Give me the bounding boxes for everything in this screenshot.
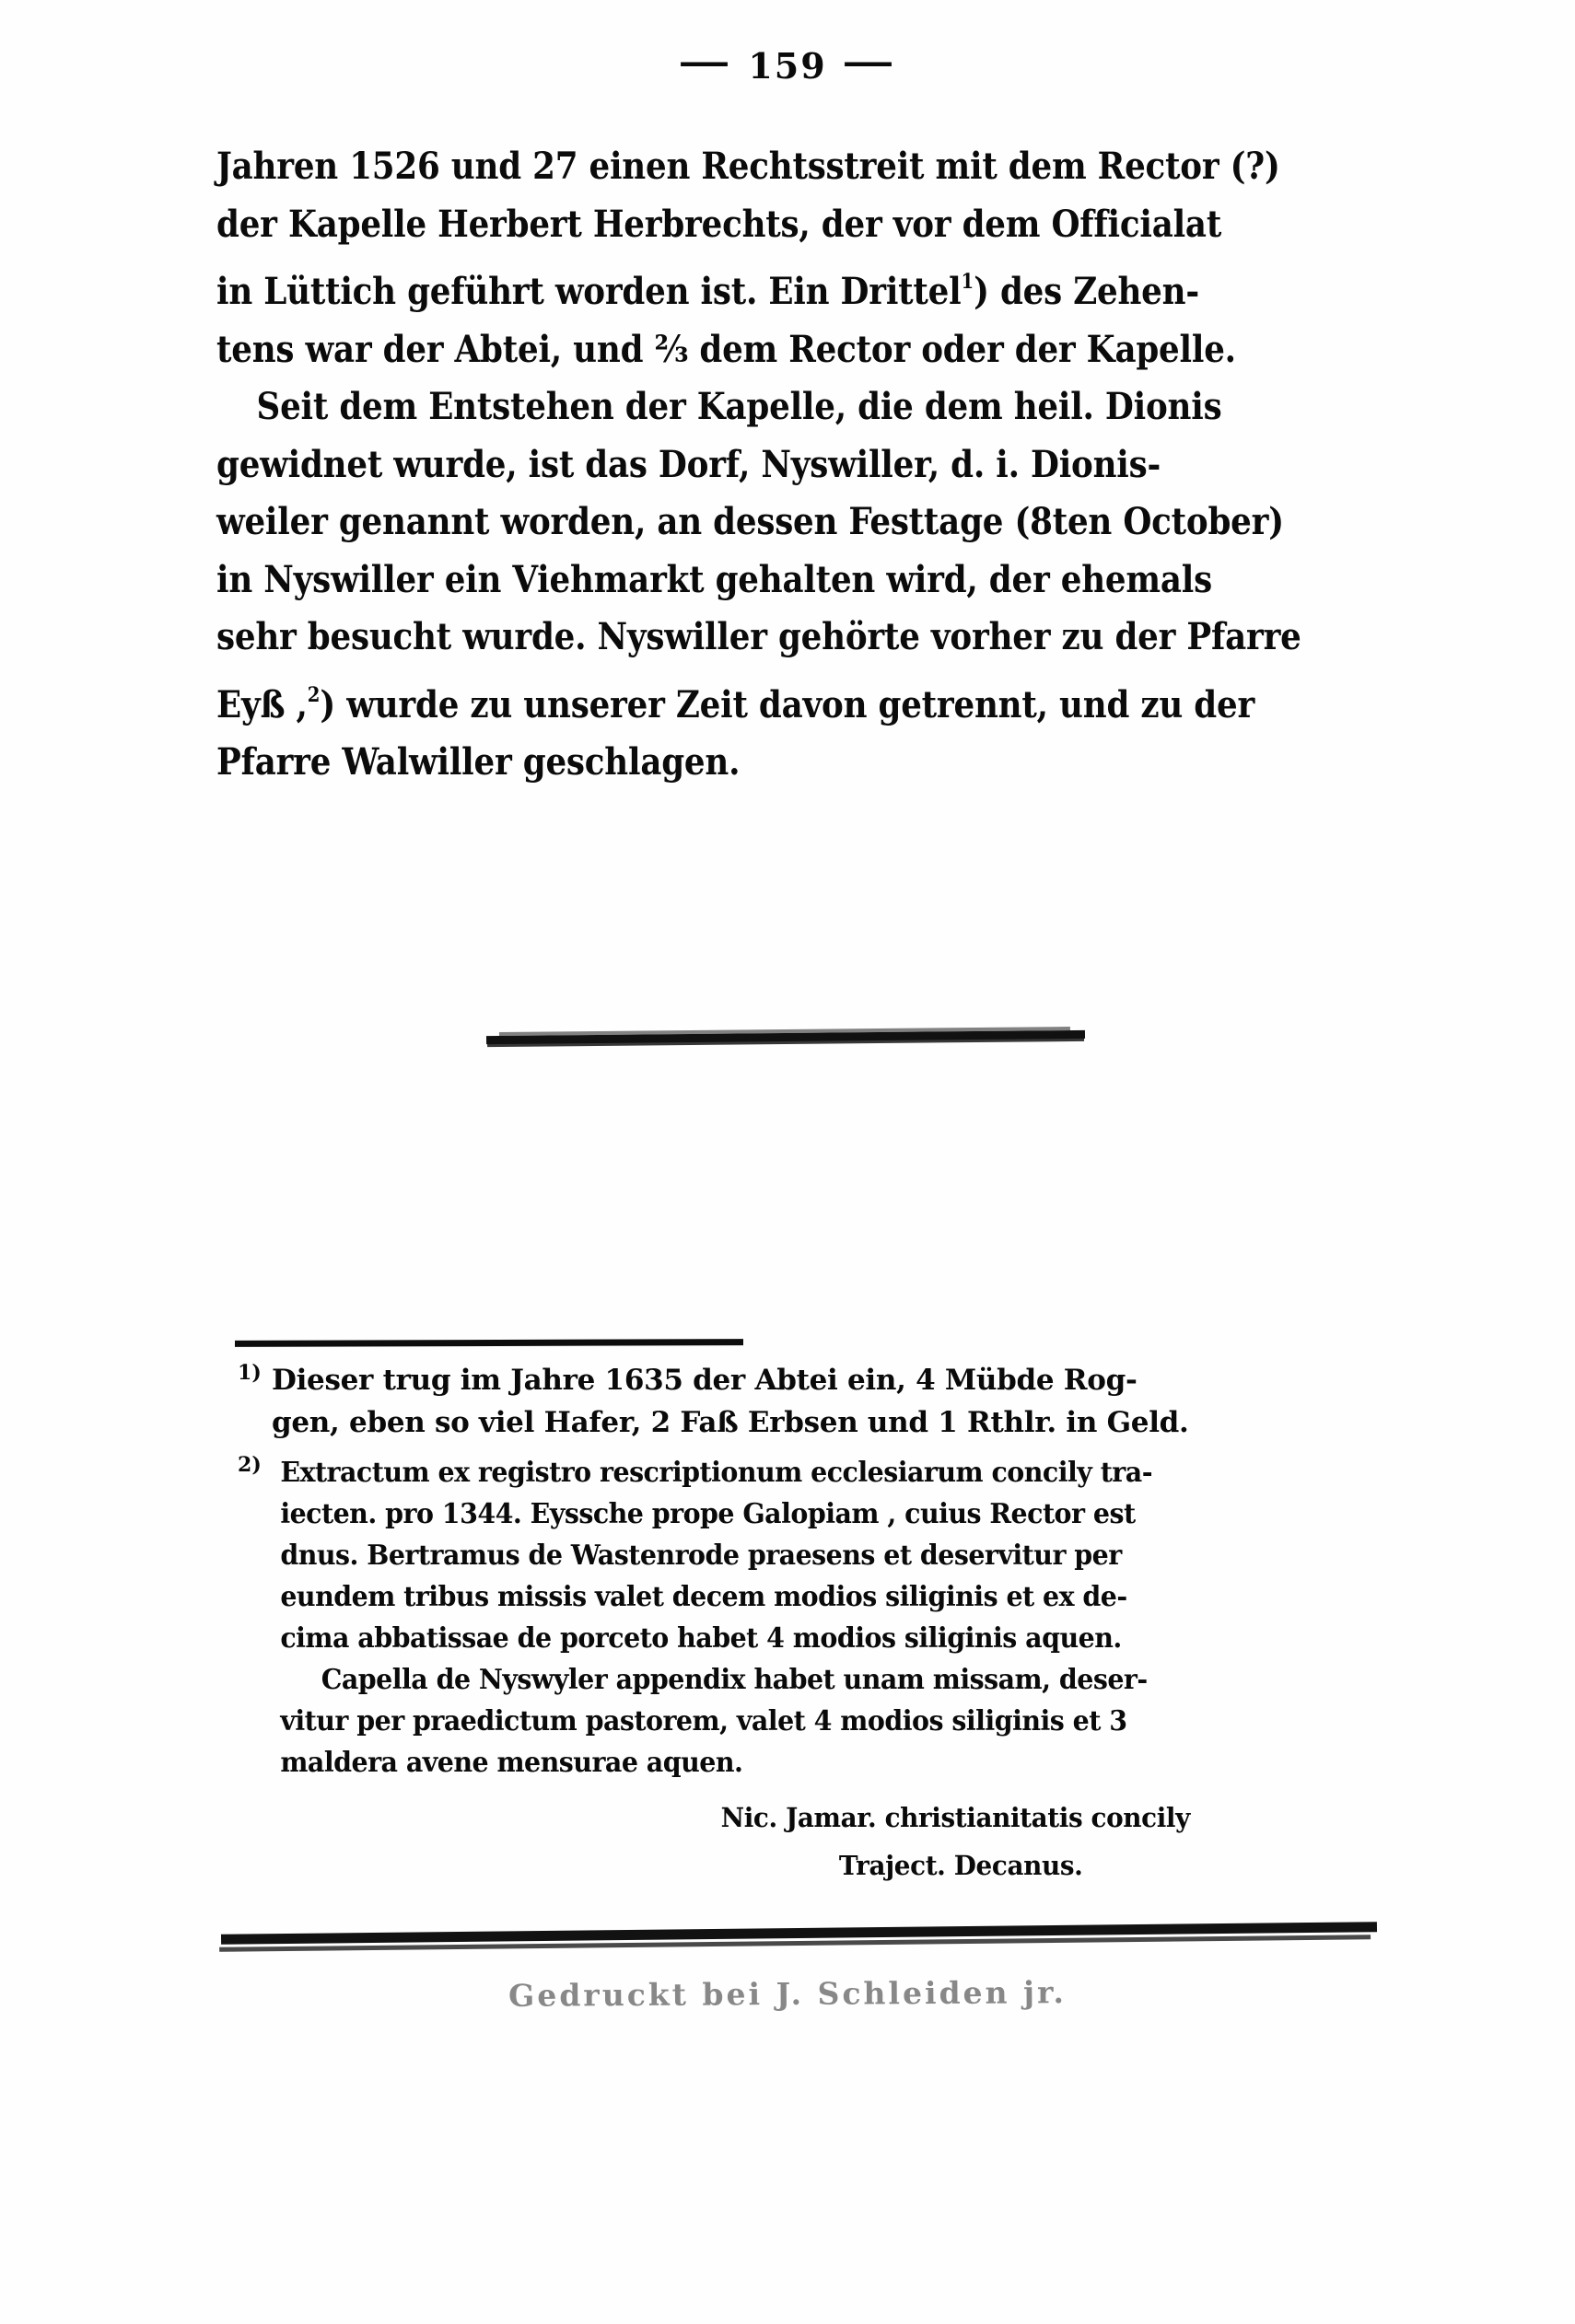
body-line: tens war der Abtei, und ⅔ dem Rector oder der Kapelle. (216, 327, 1236, 371)
footnote-2 (238, 1451, 1357, 1783)
footnote-1 (238, 1359, 1357, 1444)
body-line: sehr besucht wurde. Nyswiller gehörte vorher zu der Pfarre (216, 615, 1301, 658)
paragraph-rechtsstreit (216, 138, 1372, 378)
footnote-marker-number: 1 (238, 1361, 252, 1385)
body-line-text-tail: ) wurde zu unserer Zeit davon getrennt, und zu der (320, 682, 1255, 726)
footnote-line: dnus. Bertramus de Wastenrode praesens et deservitur per (280, 1539, 1122, 1571)
footnote-line: maldera avene mensurae aquen. (280, 1746, 743, 1778)
body-line (216, 667, 1360, 735)
footnote-line: Capella de Nyswyler appendix habet unam missam, deser- (321, 1663, 1148, 1695)
footnote-line: cima abbatissae de porceto habet 4 modios siliginis aquen. (280, 1621, 1122, 1654)
paragraph-dionysius (216, 378, 1372, 792)
footnote-line: gen, eben so viel Hafer, 2 Faß Erbsen und 1 Rthlr. in Geld. (272, 1406, 1189, 1439)
body-line: gewidnet wurde, ist das Dorf, Nyswiller, d. i. Dionis- (216, 442, 1161, 486)
running-head (0, 41, 1575, 87)
body-line: der Kapelle Herbert Herbrechts, der vor dem Officialat (216, 202, 1222, 246)
bottom-divider-rule (221, 1922, 1377, 1945)
running-head-dash-right: — (841, 41, 897, 82)
footnote-marker: 2) (238, 1453, 262, 1477)
footnote-ref-2[interactable]: 2 (307, 682, 321, 707)
body-line: weiler genannt worden, an dessen Festtage (8ten October) (216, 500, 1284, 543)
body-line: Jahren 1526 und 27 einen Rechtsstreit mit dem Rector (?) (216, 145, 1280, 188)
footnotes-block (238, 1359, 1357, 1790)
footnote-separator-rule (235, 1339, 743, 1347)
footnote-line: Extractum ex registro rescriptionum ecclesiarum concily tra- (280, 1456, 1152, 1488)
footnote-line: vitur per praedictum pastorem, valet 4 modios siliginis et 3 (280, 1704, 1127, 1737)
footnote-ref-1[interactable]: 1 (961, 270, 974, 294)
running-head-dash-left: — (678, 41, 734, 82)
body-line-text-tail: ) des Zehen- (974, 270, 1199, 313)
footnote-text (238, 1451, 1317, 1783)
body-line-text: in Lüttich geführt worden ist. Ein Drittel (216, 270, 962, 313)
body-line: Seit dem Entstehen der Kapelle, die dem heil. Dionis (256, 385, 1222, 428)
body-line: in Nyswiller ein Viehmarkt gehalten wird, der ehemals (216, 557, 1212, 601)
signature-line-name: Nic. Jamar. christianitatis concily (720, 1802, 1190, 1833)
footnote-marker-number: 2 (238, 1453, 252, 1477)
ornamental-divider-rule (486, 1030, 1085, 1044)
body-text (216, 138, 1372, 792)
footnote-text (238, 1359, 1357, 1444)
footnote-line: Dieser trug im Jahre 1635 der Abtei ein, 4 Mübde Rog- (272, 1364, 1138, 1397)
signature-line-title: Traject. Decanus. (838, 1850, 1083, 1881)
page-number: 159 (748, 45, 827, 87)
footnote-line: eundem tribus missis valet decem modios siliginis et ex de- (280, 1580, 1127, 1612)
body-line-text: Eyß , (216, 682, 308, 726)
footnote-line: iecten. pro 1344. Eyssche prope Galopiam , cuius Rector est (280, 1497, 1136, 1529)
body-line: Pfarre Walwiller geschlagen. (216, 740, 741, 784)
footnote-marker: 1) (238, 1361, 262, 1385)
colophon: Gedruckt bei J. Schleiden jr. (508, 1974, 1068, 2014)
body-line (216, 253, 1360, 321)
